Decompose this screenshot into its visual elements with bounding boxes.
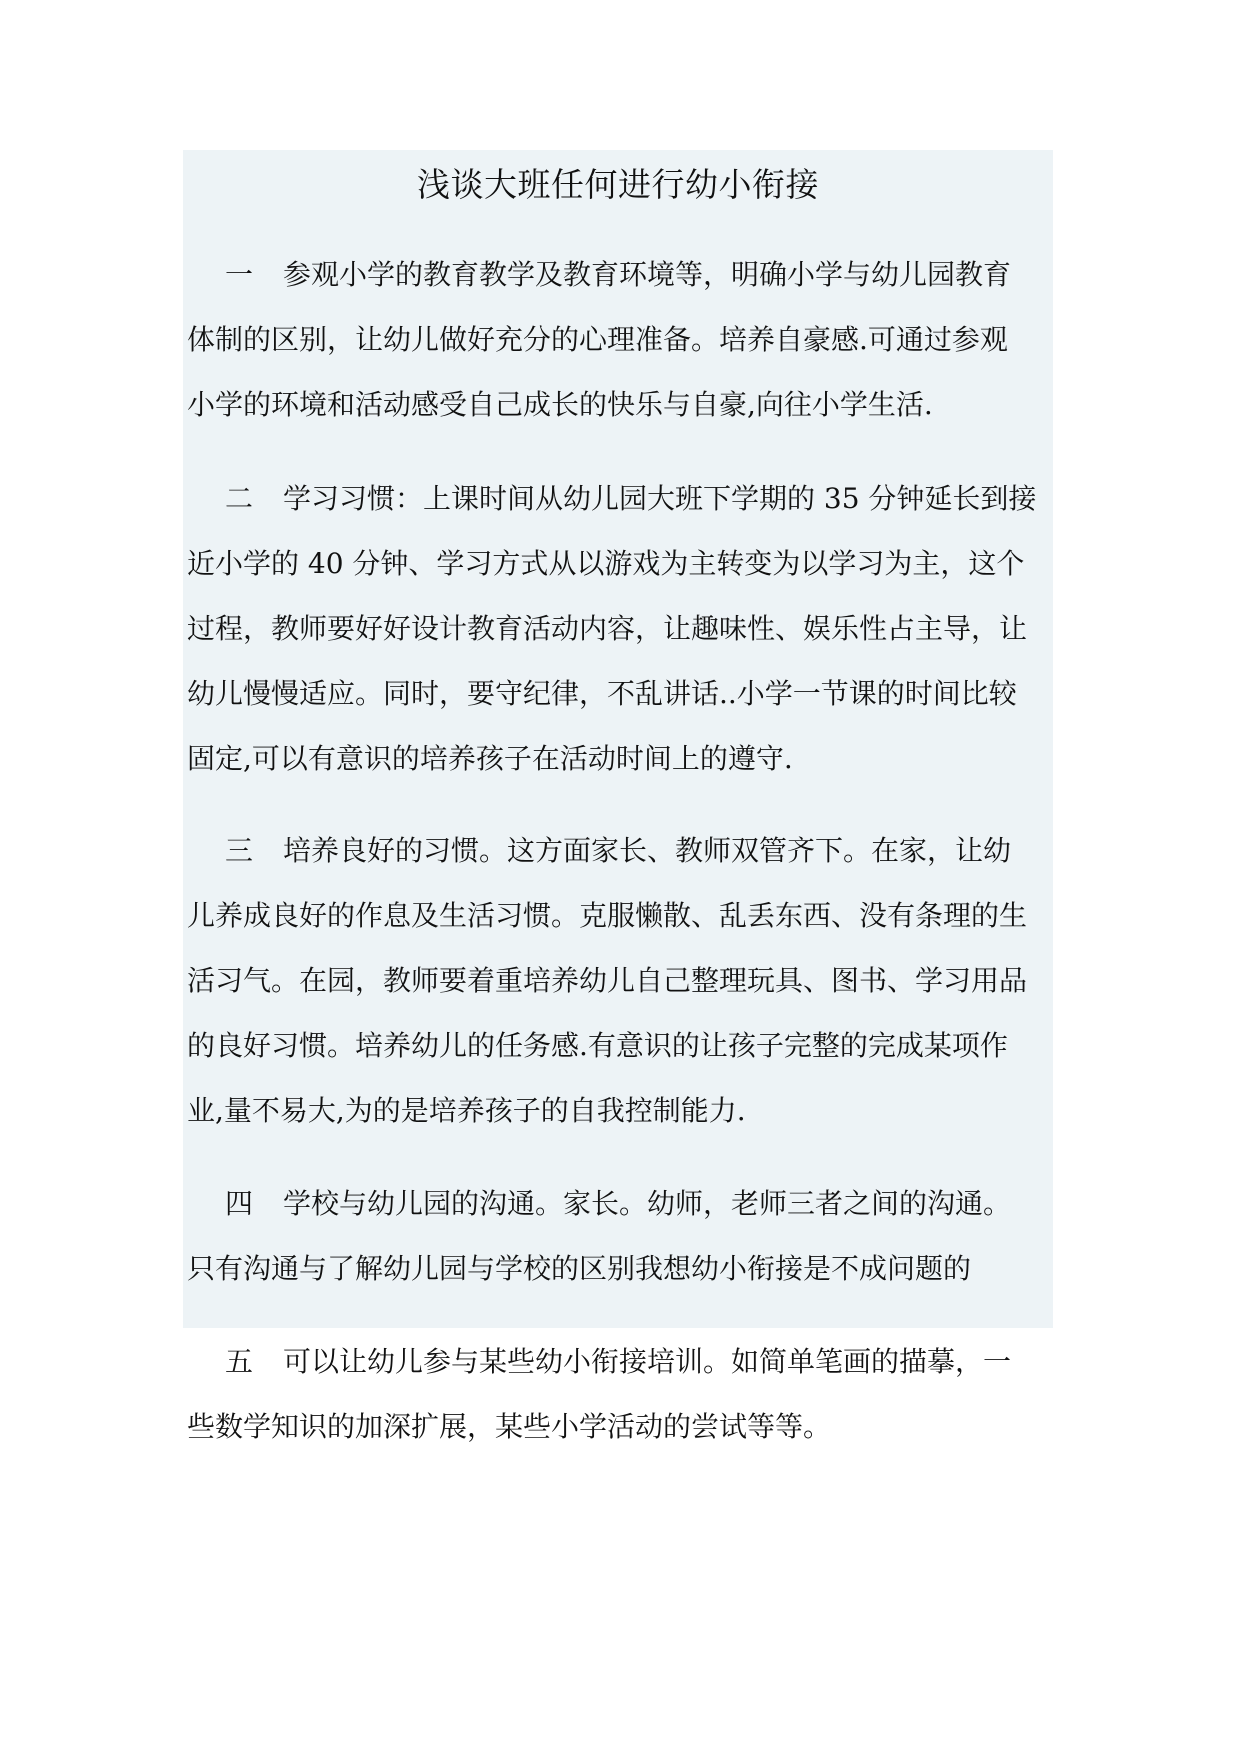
section-text: 培养良好的习惯。这方面家长、教师双管齐下。在家，让幼	[283, 834, 1012, 867]
section-1	[187, 242, 1067, 437]
section-2-line-1	[187, 466, 1067, 531]
section-3-line-2: 儿养成良好的作息及生活习惯。克服懒散、乱丢东西、没有条理的生	[187, 899, 1028, 932]
section-4-line-2: 只有沟通与了解幼儿园与学校的区别我想幼小衔接是不成问题的	[187, 1252, 972, 1285]
section-5	[187, 1329, 1067, 1459]
section-3-line-5: 业,量不易大,为的是培养孩子的自我控制能力.	[187, 1094, 746, 1127]
section-3	[187, 818, 1067, 1143]
section-3-line-1	[187, 818, 1067, 883]
section-2-line-5: 固定,可以有意识的培养孩子在活动时间上的遵守.	[187, 742, 793, 775]
section-text: 学习习惯：上课时间从幼儿园大班下学期的 35 分钟延长到接	[283, 482, 1037, 515]
section-5-line-1	[187, 1329, 1067, 1394]
section-3-line-4: 的良好习惯。培养幼儿的任务感.有意识的让孩子完整的完成某项作	[187, 1029, 1008, 1062]
section-2-line-4: 幼儿慢慢适应。同时，要守纪律，不乱讲话..小学一节课的时间比较	[187, 677, 1017, 710]
section-4-line-1	[187, 1171, 1067, 1236]
section-1-line-3: 小学的环境和活动感受自己成长的快乐与自豪,向往小学生活.	[187, 388, 933, 421]
section-2	[187, 466, 1067, 791]
section-2-line-2: 近小学的 40 分钟、学习方式从以游戏为主转变为以学习为主，这个	[187, 547, 1025, 580]
section-1-line-1	[187, 242, 1067, 307]
section-text: 学校与幼儿园的沟通。家长。幼师，老师三者之间的沟通。	[283, 1187, 1012, 1220]
section-1-line-2: 体制的区别，让幼儿做好充分的心理准备。培养自豪感.可通过参观	[187, 323, 1008, 356]
section-number: 四	[225, 1187, 254, 1220]
section-2-line-3: 过程，教师要好好设计教育活动内容，让趣味性、娱乐性占主导，让	[187, 612, 1028, 645]
section-4	[187, 1171, 1067, 1301]
section-number: 五	[225, 1345, 254, 1378]
section-5-line-2: 些数学知识的加深扩展，某些小学活动的尝试等等。	[187, 1410, 832, 1443]
section-number: 二	[225, 482, 254, 515]
section-number: 一	[225, 258, 254, 291]
section-text: 参观小学的教育教学及教育环境等，明确小学与幼儿园教育	[283, 258, 1012, 291]
section-3-line-3: 活习气。在园，教师要着重培养幼儿自己整理玩具、图书、学习用品	[187, 964, 1028, 997]
section-text: 可以让幼儿参与某些幼小衔接培训。如简单笔画的描摹，一	[283, 1345, 1012, 1378]
section-number: 三	[225, 834, 254, 867]
document-title: 浅谈大班任何进行幼小衔接	[417, 165, 819, 204]
